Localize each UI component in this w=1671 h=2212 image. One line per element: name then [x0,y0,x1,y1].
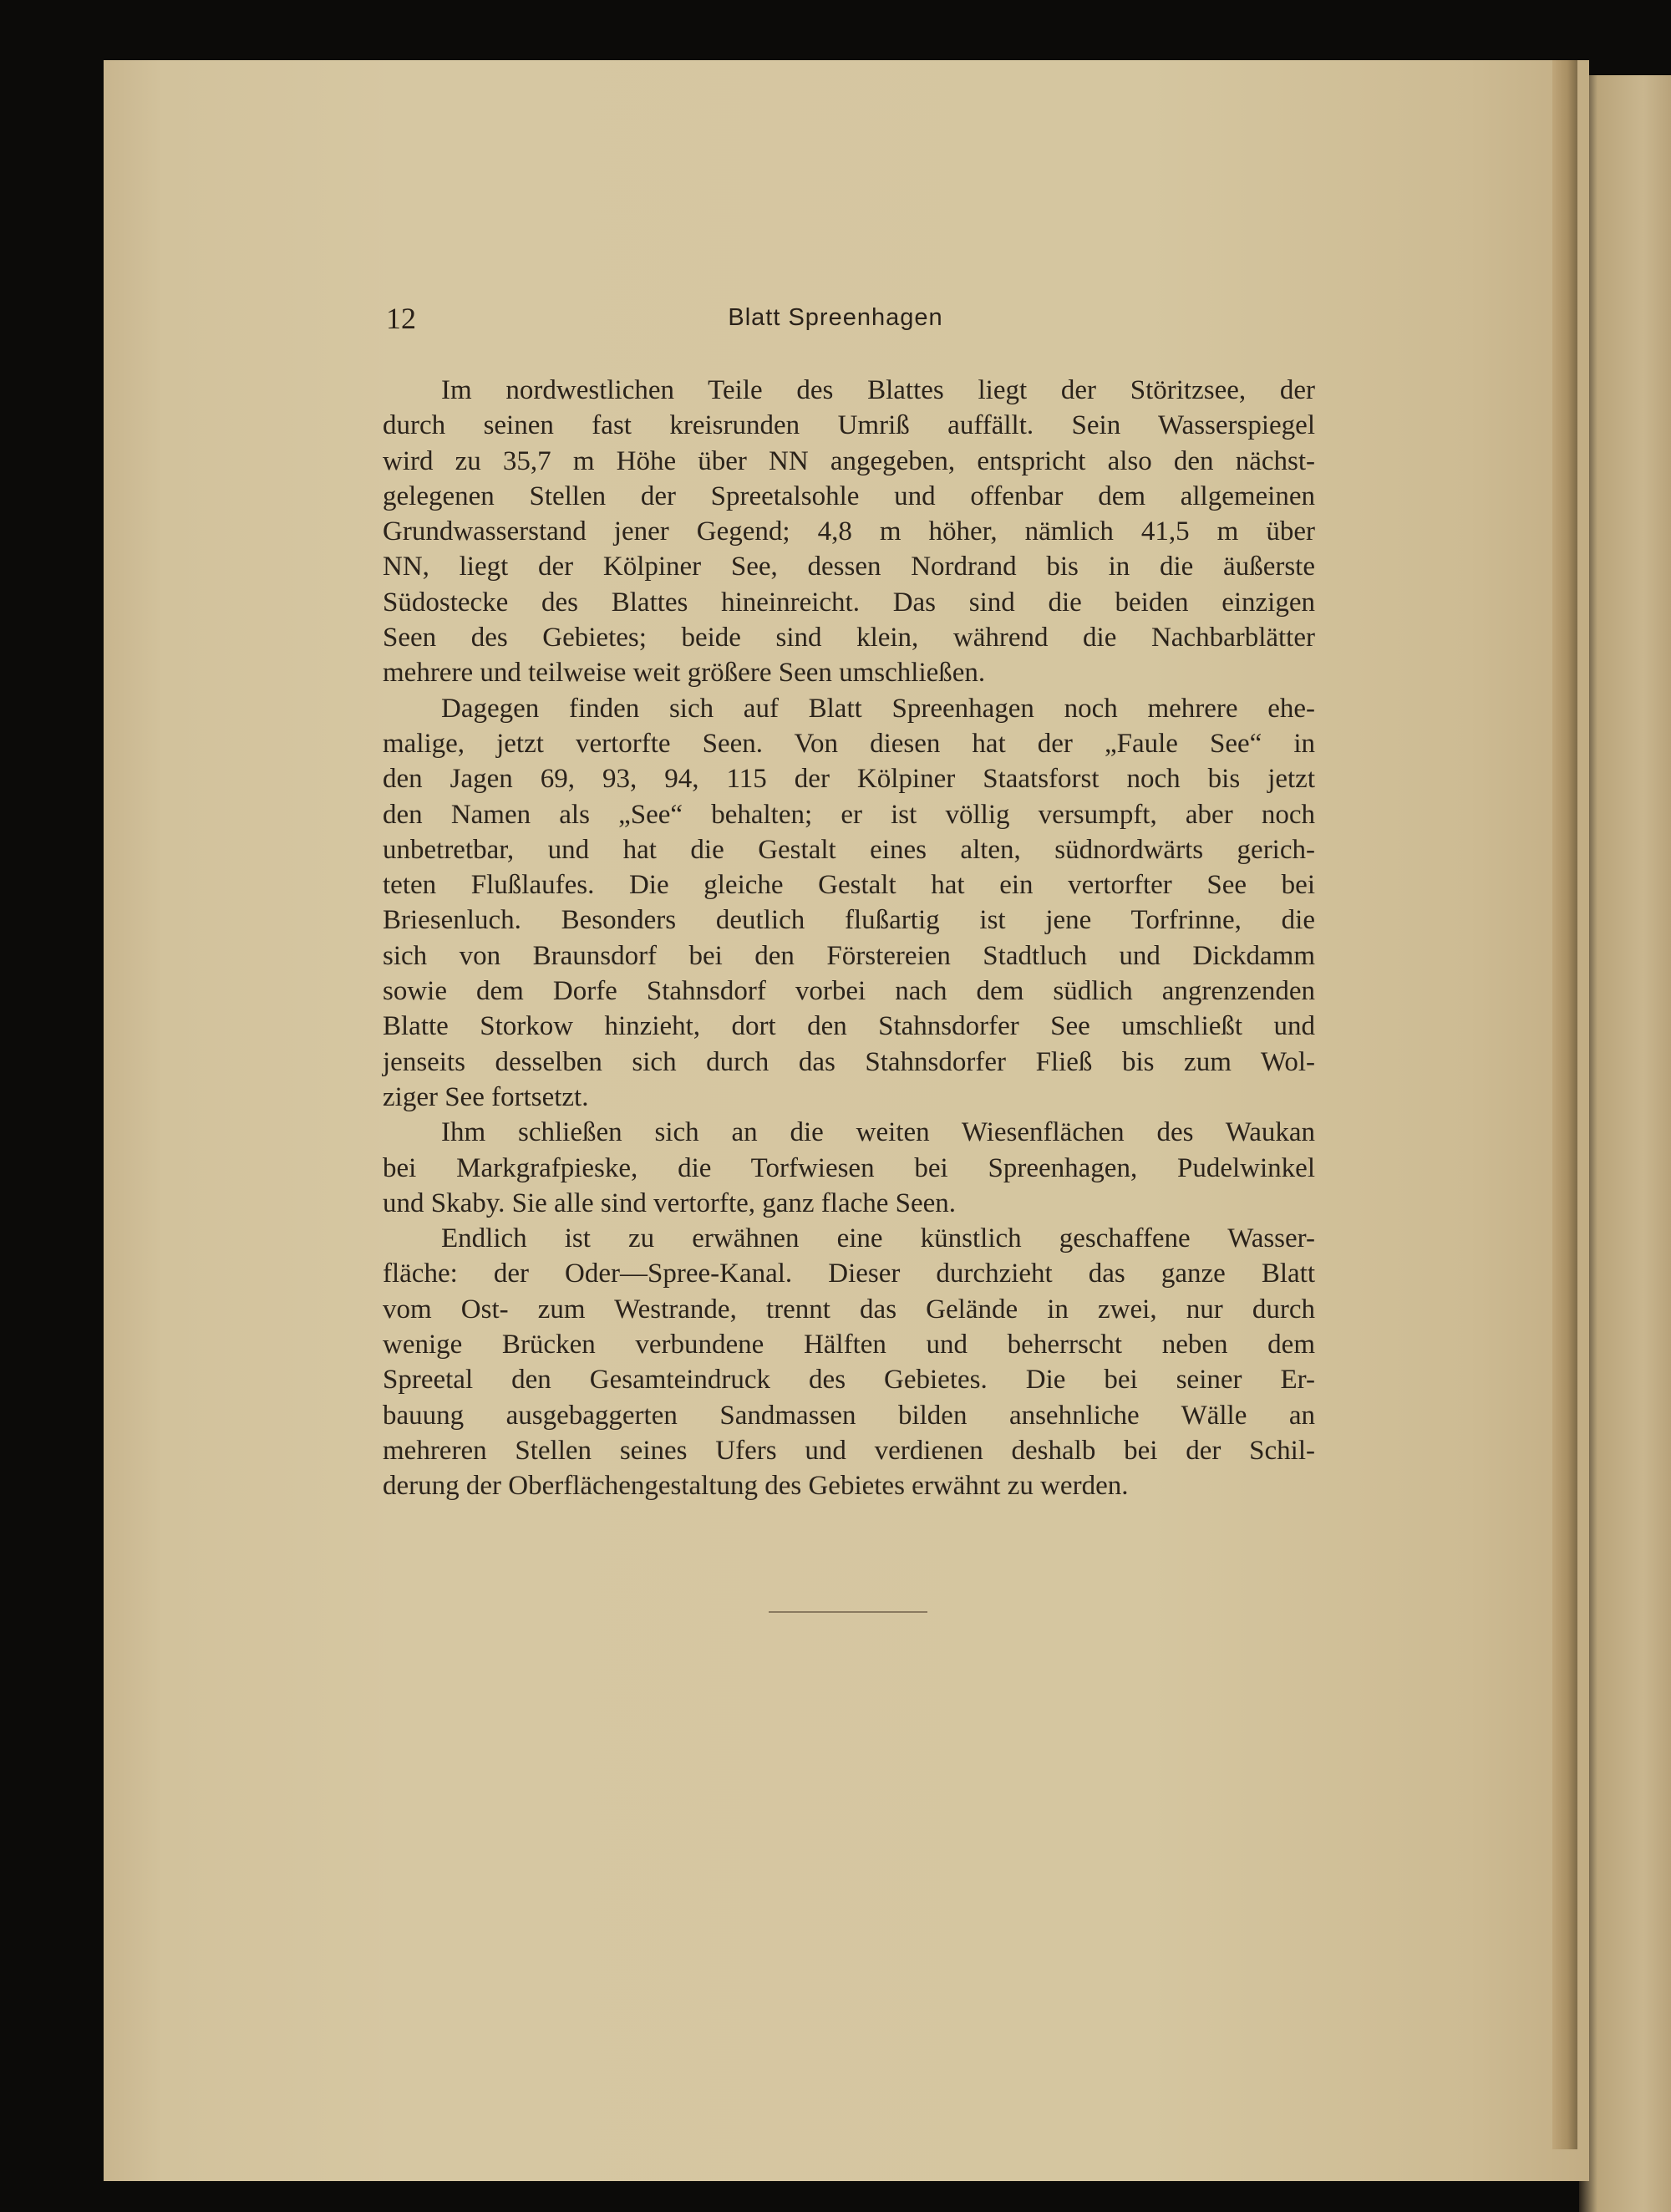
text-line: vom Ost- zum Westrande, trennt das Gelände in zwei, nur durch [383,1294,1315,1325]
text-line: durch seinen fast kreisrunden Umriß auffällt. Sein Wasserspiegel [383,410,1315,441]
text-line: ziger See fortsetzt. [383,1081,589,1112]
paragraph-1 [383,373,1315,691]
text-line: Seen des Gebietes; beide sind klein, während die Nachbarblätter [383,623,1315,653]
page-number: 12 [386,302,416,335]
text-line: fläche: der Oder—Spree-Kanal. Dieser durchzieht das ganze Blatt [383,1259,1315,1289]
text-line: unbetretbar, und hat die Gestalt eines alten, südnordwärts gerich- [383,834,1315,865]
text-line: Ihm schließen sich an die weiten Wiesenflächen des Waukan [441,1117,1315,1148]
text-line: sowie dem Dorfe Stahnsdorf vorbei nach dem südlich angrenzenden [383,976,1315,1007]
text-line: den Jagen 69, 93, 94, 115 der Kölpiner Staatsforst noch bis jetzt [383,764,1315,795]
text-line: bei Markgrafpieske, die Torfwiesen bei Spreenhagen, Pudelwinkel [383,1152,1315,1183]
paragraph-2 [383,691,1315,1116]
text-line: Grundwasserstand jener Gegend; 4,8 m höher, nämlich 41,5 m über [383,516,1315,547]
text-line: malige, jetzt vertorfte Seen. Von diesen hat der „Faule See“ in [383,728,1315,759]
text-line: Spreetal den Gesamteindruck des Gebietes. Die bei seiner Er- [383,1365,1315,1396]
text-line: teten Flußlaufes. Die gleiche Gestalt hat ein vertorfter See bei [383,870,1315,901]
body-text [383,373,1315,1504]
text-line: gelegenen Stellen der Spreetalsohle und offenbar dem allgemeinen [383,481,1315,511]
text-line: mehrere und teilweise weit größere Seen umschließen. [383,658,986,689]
text-line: und Skaby. Sie alle sind vertorfte, ganz flache Seen. [383,1187,957,1218]
facing-page-edge [1579,75,1671,2212]
text-line: derung der Oberflächengestaltung des Gebietes erwähnt zu werden. [383,1471,1129,1502]
text-line: Blatte Storkow hinzieht, dort den Stahnsdorfer See umschließt und [383,1011,1315,1042]
page-header [0,301,1671,343]
text-line: NN, liegt der Kölpiner See, dessen Nordrand bis in die äußerste [383,552,1315,582]
text-line: wenige Brücken verbundene Hälften und beherrscht neben dem [383,1330,1315,1360]
text-line: sich von Braunsdorf bei den Förstereien Stadtluch und Dickdamm [383,940,1315,971]
running-title: Blatt Spreenhagen [728,304,943,331]
section-end-rule [769,1611,927,1613]
text-line: den Namen als „See“ behalten; er ist völlig versumpft, aber noch [383,799,1315,830]
text-line: jenseits desselben sich durch das Stahnsdorfer Fließ bis zum Wol- [383,1046,1315,1077]
text-line: mehreren Stellen seines Ufers und verdienen deshalb bei der Schil- [383,1435,1315,1466]
text-line: bauung ausgebaggerten Sandmassen bilden ansehnliche Wälle an [383,1400,1315,1431]
page-gutter-shadow [1552,60,1577,2149]
paragraph-3 [383,1115,1315,1221]
text-line: Endlich ist zu erwähnen eine künstlich geschaffene Wasser- [441,1223,1315,1254]
text-line: Briesenluch. Besonders deutlich flußartig ist jene Torfrinne, die [383,905,1315,936]
text-line: wird zu 35,7 m Höhe über NN angegeben, entspricht also den nächst- [383,445,1315,476]
text-line: Im nordwestlichen Teile des Blattes liegt der Störitzsee, der [441,375,1315,405]
paragraph-4 [383,1221,1315,1503]
text-line: Dagegen finden sich auf Blatt Spreenhagen noch mehrere ehe- [441,693,1315,724]
text-line: Südostecke des Blattes hineinreicht. Das sind die beiden einzigen [383,587,1315,618]
